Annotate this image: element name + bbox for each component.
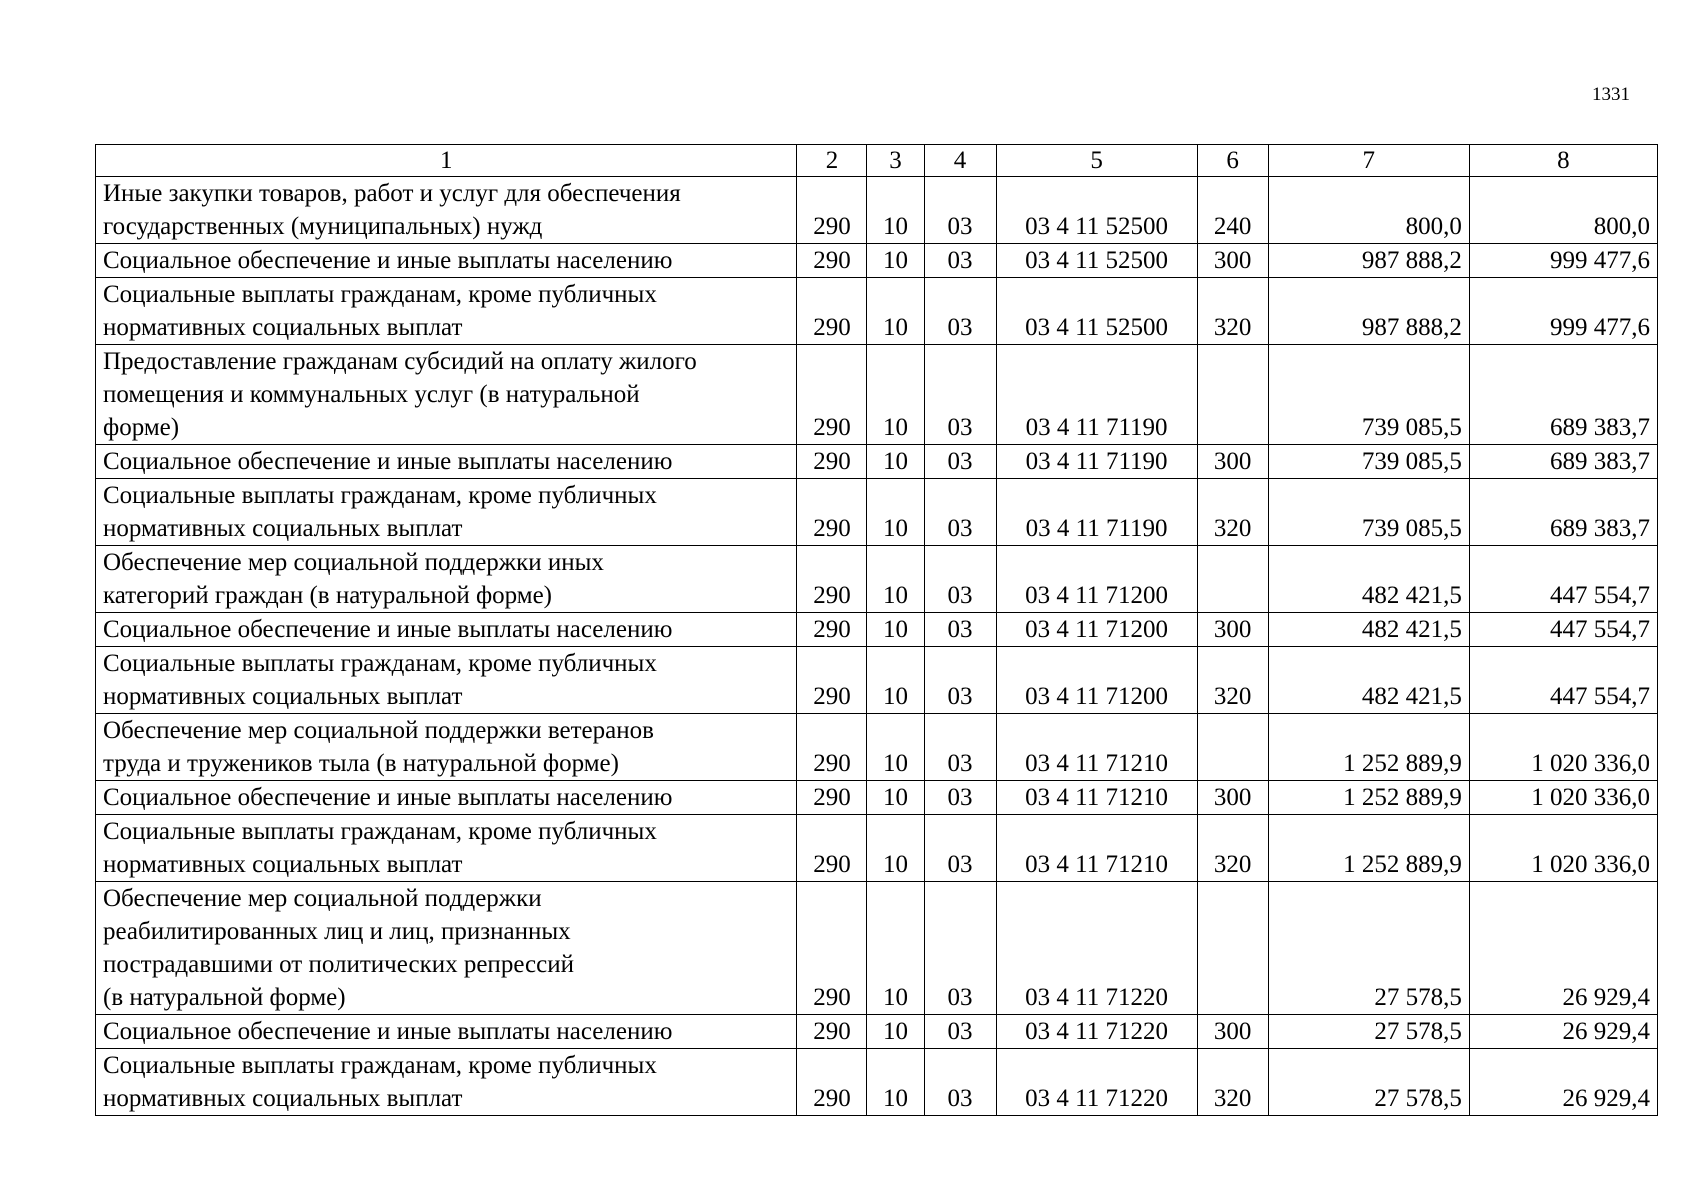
- amount-cell-8: 447 554,7: [1469, 546, 1657, 613]
- table-row: [96, 647, 1658, 714]
- code-cell-3: 10: [867, 882, 924, 1015]
- amount-cell-7: 987 888,2: [1268, 278, 1469, 345]
- table-row: [96, 244, 1658, 278]
- description-cell: Социальные выплаты гражданам, кроме публичных нормативных социальных выплат: [96, 479, 797, 546]
- description-cell: Обеспечение мер социальной поддержки иных категорий граждан (в натуральной форме): [96, 546, 797, 613]
- amount-cell-8: 689 383,7: [1469, 345, 1657, 445]
- amount-cell-7: 739 085,5: [1268, 445, 1469, 479]
- code-cell-2: 290: [797, 714, 867, 781]
- code-cell-4: 03: [924, 445, 996, 479]
- header-cell-7: 7: [1268, 145, 1469, 177]
- code-cell-3: 10: [867, 1015, 924, 1049]
- target-code-cell: 03 4 11 52500: [996, 278, 1197, 345]
- code-cell-3: 10: [867, 244, 924, 278]
- code-cell-3: 10: [867, 479, 924, 546]
- amount-cell-7: 1 252 889,9: [1268, 815, 1469, 882]
- amount-cell-8: 447 554,7: [1469, 647, 1657, 714]
- description-cell: Социальное обеспечение и иные выплаты населению: [96, 244, 797, 278]
- expense-type-cell: 300: [1197, 781, 1268, 815]
- target-code-cell: 03 4 11 71210: [996, 781, 1197, 815]
- description-cell: Обеспечение мер социальной поддержки ветеранов труда и тружеников тыла (в натуральной форме): [96, 714, 797, 781]
- table-row: [96, 345, 1658, 445]
- amount-cell-8: 800,0: [1469, 177, 1657, 244]
- code-cell-2: 290: [797, 546, 867, 613]
- description-cell: Предоставление гражданам субсидий на оплату жилого помещения и коммунальных услуг (в натуральной форме): [96, 345, 797, 445]
- expense-type-cell: 300: [1197, 613, 1268, 647]
- code-cell-4: 03: [924, 613, 996, 647]
- code-cell-3: 10: [867, 345, 924, 445]
- target-code-cell: 03 4 11 71220: [996, 1049, 1197, 1116]
- page-number: 1331: [1592, 84, 1630, 105]
- expense-type-cell: 240: [1197, 177, 1268, 244]
- target-code-cell: 03 4 11 71200: [996, 546, 1197, 613]
- code-cell-3: 10: [867, 445, 924, 479]
- header-cell-8: 8: [1469, 145, 1657, 177]
- table-row: [96, 546, 1658, 613]
- table-row: [96, 613, 1658, 647]
- table-row: [96, 714, 1658, 781]
- target-code-cell: 03 4 11 52500: [996, 244, 1197, 278]
- code-cell-4: 03: [924, 278, 996, 345]
- code-cell-4: 03: [924, 479, 996, 546]
- target-code-cell: 03 4 11 71190: [996, 345, 1197, 445]
- code-cell-2: 290: [797, 781, 867, 815]
- amount-cell-8: 689 383,7: [1469, 479, 1657, 546]
- table-row: [96, 815, 1658, 882]
- code-cell-4: 03: [924, 714, 996, 781]
- amount-cell-7: 800,0: [1268, 177, 1469, 244]
- amount-cell-7: 739 085,5: [1268, 345, 1469, 445]
- code-cell-4: 03: [924, 1015, 996, 1049]
- expense-type-cell: [1197, 882, 1268, 1015]
- target-code-cell: 03 4 11 71190: [996, 445, 1197, 479]
- target-code-cell: 03 4 11 71200: [996, 613, 1197, 647]
- code-cell-2: 290: [797, 345, 867, 445]
- code-cell-2: 290: [797, 177, 867, 244]
- amount-cell-8: 26 929,4: [1469, 882, 1657, 1015]
- expense-type-cell: 320: [1197, 815, 1268, 882]
- target-code-cell: 03 4 11 71210: [996, 714, 1197, 781]
- description-cell: Социальные выплаты гражданам, кроме публичных нормативных социальных выплат: [96, 1049, 797, 1116]
- target-code-cell: 03 4 11 52500: [996, 177, 1197, 244]
- code-cell-2: 290: [797, 479, 867, 546]
- amount-cell-7: 482 421,5: [1268, 647, 1469, 714]
- code-cell-4: 03: [924, 546, 996, 613]
- description-cell: Социальные выплаты гражданам, кроме публичных нормативных социальных выплат: [96, 647, 797, 714]
- expense-type-cell: 320: [1197, 647, 1268, 714]
- header-cell-5: 5: [996, 145, 1197, 177]
- code-cell-3: 10: [867, 714, 924, 781]
- description-cell: Социальное обеспечение и иные выплаты населению: [96, 445, 797, 479]
- amount-cell-7: 27 578,5: [1268, 1049, 1469, 1116]
- expense-type-cell: [1197, 714, 1268, 781]
- amount-cell-8: 26 929,4: [1469, 1015, 1657, 1049]
- table-row: [96, 445, 1658, 479]
- code-cell-3: 10: [867, 815, 924, 882]
- code-cell-4: 03: [924, 882, 996, 1015]
- code-cell-2: 290: [797, 613, 867, 647]
- code-cell-2: 290: [797, 244, 867, 278]
- header-cell-1: 1: [96, 145, 797, 177]
- description-cell: Социальное обеспечение и иные выплаты населению: [96, 1015, 797, 1049]
- table-row: [96, 1049, 1658, 1116]
- amount-cell-8: 1 020 336,0: [1469, 714, 1657, 781]
- amount-cell-7: 1 252 889,9: [1268, 781, 1469, 815]
- code-cell-2: 290: [797, 445, 867, 479]
- expense-type-cell: 300: [1197, 1015, 1268, 1049]
- target-code-cell: 03 4 11 71200: [996, 647, 1197, 714]
- header-cell-3: 3: [867, 145, 924, 177]
- target-code-cell: 03 4 11 71190: [996, 479, 1197, 546]
- header-cell-2: 2: [797, 145, 867, 177]
- target-code-cell: 03 4 11 71220: [996, 1015, 1197, 1049]
- code-cell-2: 290: [797, 1015, 867, 1049]
- expense-type-cell: 300: [1197, 244, 1268, 278]
- header-row: [96, 145, 1658, 177]
- table-row: [96, 882, 1658, 1015]
- code-cell-2: 290: [797, 278, 867, 345]
- expense-type-cell: 300: [1197, 445, 1268, 479]
- amount-cell-7: 27 578,5: [1268, 1015, 1469, 1049]
- code-cell-2: 290: [797, 647, 867, 714]
- table-body: [96, 177, 1658, 1116]
- expense-type-cell: 320: [1197, 479, 1268, 546]
- amount-cell-8: 26 929,4: [1469, 1049, 1657, 1116]
- header-cell-4: 4: [924, 145, 996, 177]
- code-cell-4: 03: [924, 647, 996, 714]
- table-header: [96, 145, 1658, 177]
- amount-cell-7: 1 252 889,9: [1268, 714, 1469, 781]
- description-cell: Обеспечение мер социальной поддержки реабилитированных лиц и лиц, признанных пострадавшими от политических репрессий (в натуральной форме): [96, 882, 797, 1015]
- description-cell: Иные закупки товаров, работ и услуг для обеспечения государственных (муниципальных) нужд: [96, 177, 797, 244]
- code-cell-3: 10: [867, 1049, 924, 1116]
- amount-cell-7: 482 421,5: [1268, 546, 1469, 613]
- description-cell: Социальные выплаты гражданам, кроме публичных нормативных социальных выплат: [96, 815, 797, 882]
- expense-type-cell: 320: [1197, 1049, 1268, 1116]
- amount-cell-7: 987 888,2: [1268, 244, 1469, 278]
- code-cell-3: 10: [867, 781, 924, 815]
- amount-cell-8: 1 020 336,0: [1469, 781, 1657, 815]
- code-cell-3: 10: [867, 278, 924, 345]
- table-row: [96, 1015, 1658, 1049]
- expense-type-cell: [1197, 345, 1268, 445]
- amount-cell-8: 999 477,6: [1469, 278, 1657, 345]
- table-row: [96, 781, 1658, 815]
- code-cell-2: 290: [797, 1049, 867, 1116]
- code-cell-4: 03: [924, 244, 996, 278]
- description-cell: Социальное обеспечение и иные выплаты населению: [96, 781, 797, 815]
- amount-cell-7: 27 578,5: [1268, 882, 1469, 1015]
- amount-cell-8: 999 477,6: [1469, 244, 1657, 278]
- code-cell-3: 10: [867, 546, 924, 613]
- amount-cell-8: 447 554,7: [1469, 613, 1657, 647]
- budget-table: [95, 144, 1658, 1116]
- amount-cell-8: 689 383,7: [1469, 445, 1657, 479]
- code-cell-3: 10: [867, 613, 924, 647]
- expense-type-cell: [1197, 546, 1268, 613]
- code-cell-2: 290: [797, 882, 867, 1015]
- code-cell-4: 03: [924, 177, 996, 244]
- expense-type-cell: 320: [1197, 278, 1268, 345]
- amount-cell-7: 482 421,5: [1268, 613, 1469, 647]
- code-cell-2: 290: [797, 815, 867, 882]
- code-cell-4: 03: [924, 781, 996, 815]
- header-cell-6: 6: [1197, 145, 1268, 177]
- description-cell: Социальное обеспечение и иные выплаты населению: [96, 613, 797, 647]
- table-row: [96, 278, 1658, 345]
- code-cell-3: 10: [867, 647, 924, 714]
- amount-cell-8: 1 020 336,0: [1469, 815, 1657, 882]
- target-code-cell: 03 4 11 71210: [996, 815, 1197, 882]
- code-cell-4: 03: [924, 345, 996, 445]
- target-code-cell: 03 4 11 71220: [996, 882, 1197, 1015]
- table-row: [96, 177, 1658, 244]
- code-cell-4: 03: [924, 1049, 996, 1116]
- code-cell-4: 03: [924, 815, 996, 882]
- amount-cell-7: 739 085,5: [1268, 479, 1469, 546]
- description-cell: Социальные выплаты гражданам, кроме публичных нормативных социальных выплат: [96, 278, 797, 345]
- code-cell-3: 10: [867, 177, 924, 244]
- table-row: [96, 479, 1658, 546]
